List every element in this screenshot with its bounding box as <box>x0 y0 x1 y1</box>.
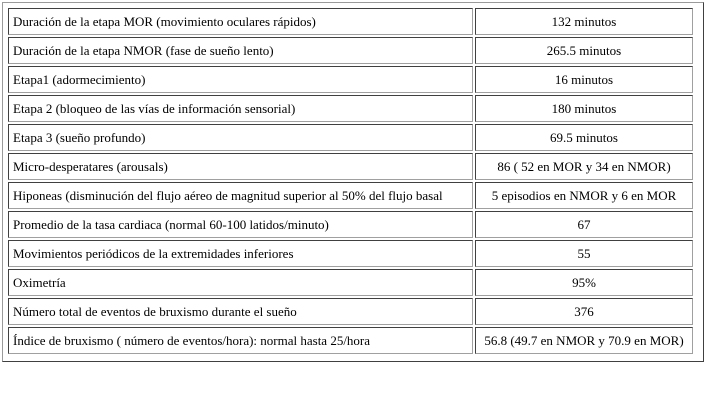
row-label: Etapa1 (adormecimiento) <box>8 66 473 93</box>
row-label: Duración de la etapa MOR (movimiento oculares rápidos) <box>8 8 473 35</box>
row-label: Hiponeas (disminución del flujo aéreo de magnitud superior al 50% del flujo basal <box>8 182 473 209</box>
row-value: 95% <box>475 269 693 296</box>
row-label: Movimientos periódicos de la extremidades inferiores <box>8 240 473 267</box>
row-value: 5 episodios en NMOR y 6 en MOR <box>475 182 693 209</box>
table-row <box>8 182 693 209</box>
table-row <box>8 269 693 296</box>
table-row <box>8 211 693 238</box>
row-value: 132 minutos <box>475 8 693 35</box>
row-value: 376 <box>475 298 693 325</box>
row-label: Etapa 3 (sueño profundo) <box>8 124 473 151</box>
table-row <box>8 240 693 267</box>
row-value: 16 minutos <box>475 66 693 93</box>
table-row <box>8 8 693 35</box>
table-row <box>8 66 693 93</box>
results-table-frame <box>2 2 704 362</box>
row-label: Micro-desperatares (arousals) <box>8 153 473 180</box>
sleep-study-results-table <box>6 6 695 356</box>
table-row <box>8 327 693 354</box>
row-label: Número total de eventos de bruxismo durante el sueño <box>8 298 473 325</box>
row-value: 56.8 (49.7 en NMOR y 70.9 en MOR) <box>475 327 693 354</box>
row-label: Índice de bruxismo ( número de eventos/hora): normal hasta 25/hora <box>8 327 473 354</box>
row-value: 67 <box>475 211 693 238</box>
row-value: 69.5 minutos <box>475 124 693 151</box>
table-row <box>8 95 693 122</box>
row-value: 265.5 minutos <box>475 37 693 64</box>
table-row <box>8 37 693 64</box>
table-row <box>8 298 693 325</box>
row-value: 55 <box>475 240 693 267</box>
row-label: Promedio de la tasa cardiaca (normal 60-100 latidos/minuto) <box>8 211 473 238</box>
row-label: Etapa 2 (bloqueo de las vías de información sensorial) <box>8 95 473 122</box>
table-row <box>8 153 693 180</box>
row-label: Oximetría <box>8 269 473 296</box>
row-label: Duración de la etapa NMOR (fase de sueño lento) <box>8 37 473 64</box>
row-value: 180 minutos <box>475 95 693 122</box>
row-value: 86 ( 52 en MOR y 34 en NMOR) <box>475 153 693 180</box>
table-row <box>8 124 693 151</box>
